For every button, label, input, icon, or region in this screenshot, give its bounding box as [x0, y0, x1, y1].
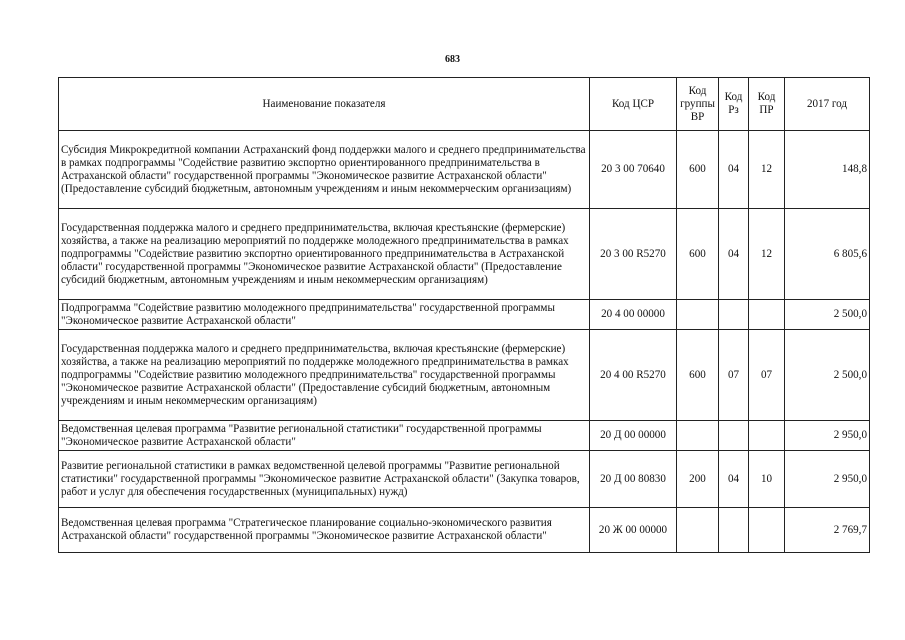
row-csr: 20 Ж 00 00000 — [590, 508, 677, 553]
table-row — [59, 421, 870, 451]
header-pr: Код ПР — [749, 78, 785, 131]
table-row — [59, 508, 870, 553]
row-amount: 148,8 — [785, 131, 870, 209]
row-csr: 20 4 00 00000 — [590, 300, 677, 330]
row-rz: 07 — [719, 330, 749, 421]
row-vr: 600 — [677, 209, 719, 300]
row-vr: 600 — [677, 131, 719, 209]
row-rz: 04 — [719, 451, 749, 508]
row-vr — [677, 421, 719, 451]
row-name: Государственная поддержка малого и среднего предпринимательства, включая крестьянские (фермерские) хозяйства, а также на реализацию мероприятий по поддержке молодежного предпринимательства в рамках подпрограммы "Содействие развитию молодежного предпринимательства" государственной программы "Экономическое развитие Астраханской области" (Предоставление субсидий бюджетным, автономным учреждениям и иным некоммерческим организациям) — [59, 330, 590, 421]
table-row — [59, 131, 870, 209]
row-pr: 07 — [749, 330, 785, 421]
row-rz — [719, 508, 749, 553]
row-name: Государственная поддержка малого и среднего предпринимательства, включая крестьянские (фермерские) хозяйства, а также на реализацию мероприятий по поддержке молодежного предпринимательства в рамках подпрограммы "Содействие развитию экспортно ориентированного предпринимательства в Астраханской области" государственной программы "Экономическое развитие Астраханской области" (Предоставление субсидий бюджетным, автономным учреждениям и иным некоммерческим организациям) — [59, 209, 590, 300]
table-row — [59, 209, 870, 300]
row-vr: 600 — [677, 330, 719, 421]
row-amount: 2 500,0 — [785, 300, 870, 330]
row-pr — [749, 421, 785, 451]
row-amount: 6 805,6 — [785, 209, 870, 300]
table-row — [59, 330, 870, 421]
row-amount: 2 500,0 — [785, 330, 870, 421]
row-rz — [719, 421, 749, 451]
row-vr — [677, 508, 719, 553]
row-name: Ведомственная целевая программа "Стратегическое планирование социально-экономического развития Астраханской области" государственной программы "Экономическое развитие Астраханской области" — [59, 508, 590, 553]
row-amount: 2 950,0 — [785, 421, 870, 451]
row-pr — [749, 300, 785, 330]
header-csr: Код ЦСР — [590, 78, 677, 131]
row-csr: 20 Д 00 80830 — [590, 451, 677, 508]
row-pr: 12 — [749, 131, 785, 209]
header-rz: Код Рз — [719, 78, 749, 131]
row-pr: 12 — [749, 209, 785, 300]
row-pr — [749, 508, 785, 553]
header-year: 2017 год — [785, 78, 870, 131]
row-rz — [719, 300, 749, 330]
row-csr: 20 3 00 R5270 — [590, 209, 677, 300]
table-row — [59, 451, 870, 508]
table-header — [59, 78, 870, 131]
row-csr: 20 4 00 R5270 — [590, 330, 677, 421]
row-amount: 2 769,7 — [785, 508, 870, 553]
row-pr: 10 — [749, 451, 785, 508]
row-vr: 200 — [677, 451, 719, 508]
row-name: Подпрограмма "Содействие развитию молодежного предпринимательства" государственной программы "Экономическое развитие Астраханской области" — [59, 300, 590, 330]
row-vr — [677, 300, 719, 330]
header-vr: Код группы ВР — [677, 78, 719, 131]
header-name: Наименование показателя — [59, 78, 590, 131]
row-name: Субсидия Микрокредитной компании Астраханский фонд поддержки малого и среднего предпринимательства в рамках подпрограммы "Содействие развитию экспортно ориентированного предпринимательства в Астраханской области" государственной программы "Экономическое развитие Астраханской области" (Предоставление субсидий бюджетным, автономным учреждениям и иным некоммерческим организациям) — [59, 131, 590, 209]
row-csr: 20 3 00 70640 — [590, 131, 677, 209]
row-amount: 2 950,0 — [785, 451, 870, 508]
header-row — [59, 78, 870, 131]
row-name: Ведомственная целевая программа "Развитие региональной статистики" государственной программы "Экономическое развитие Астраханской области" — [59, 421, 590, 451]
budget-table — [58, 77, 870, 553]
row-rz: 04 — [719, 131, 749, 209]
row-csr: 20 Д 00 00000 — [590, 421, 677, 451]
table-row — [59, 300, 870, 330]
row-name: Развитие региональной статистики в рамках ведомственной целевой программы "Развитие региональной статистики" государственной программы "Экономическое развитие Астраханской области" (Закупка товаров, работ и услуг для обеспечения государственных (муниципальных) нужд) — [59, 451, 590, 508]
table-body — [59, 131, 870, 553]
page-number: 683 — [445, 54, 460, 65]
row-rz: 04 — [719, 209, 749, 300]
